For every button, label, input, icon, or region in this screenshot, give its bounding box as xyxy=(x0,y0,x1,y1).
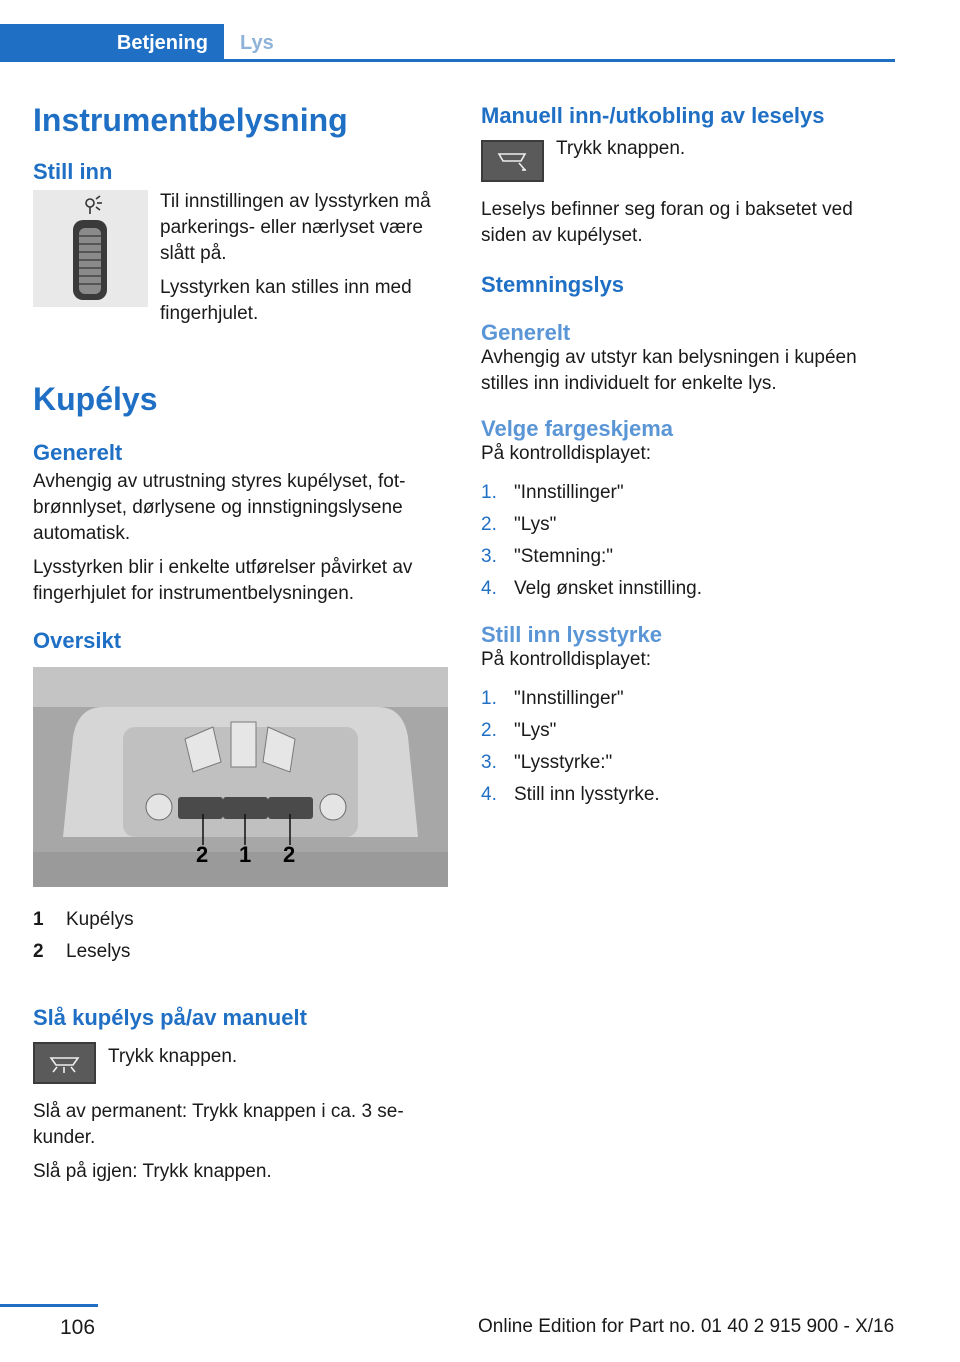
heading-sla-kupelys-manuelt: Slå kupélys på/av manuelt xyxy=(33,1005,307,1030)
chapter-tabbar xyxy=(0,24,895,62)
manuelt-paragraph-1: Slå av permanent: Trykk knappen i ca. 3 sekunder. xyxy=(33,1101,404,1148)
legend-item xyxy=(33,904,451,936)
step-number: 4. xyxy=(481,784,497,805)
generelt-paragraph-2: Lysstyrken blir i enkelte utførelser påvirket av fingerhjulet for instrumentbelysningen. xyxy=(33,557,413,604)
heading-generelt-stemning: Generelt xyxy=(481,320,571,345)
step-number: 3. xyxy=(481,546,497,567)
heading-velge-fargeskjema: Velge fargeskjema xyxy=(481,416,674,441)
reading-light-button-image xyxy=(481,140,544,187)
heading-stemningslys: Stemningslys xyxy=(481,272,625,297)
thumbwheel-image xyxy=(33,190,148,312)
overhead-console-figure xyxy=(33,667,451,892)
heading-still-inn-lysstyrke: Still inn lysstyrke xyxy=(481,622,662,647)
legend-label: Leselys xyxy=(66,941,131,962)
left-column xyxy=(33,96,451,1193)
list-item xyxy=(481,747,901,779)
step-text: "Innstillinger" xyxy=(514,688,624,709)
step-number: 1. xyxy=(481,482,497,503)
step-number: 4. xyxy=(481,578,497,599)
lysstyrke-intro: På kontrolldisplayet: xyxy=(481,649,652,670)
fargeskjema-intro: På kontrolldisplayet: xyxy=(481,443,652,464)
interior-light-button-image xyxy=(33,1042,96,1089)
page-number: 106 xyxy=(60,1316,96,1339)
step-text: "Lys" xyxy=(514,720,557,741)
heading-oversikt: Oversikt xyxy=(33,628,122,653)
step-text: "Stemning:" xyxy=(514,546,614,567)
generelt-paragraph-1: Avhengig av utrustning styres kupélyset, fotbrønnlyset, dørlysene og innstigningslysene automatisk. xyxy=(33,471,406,544)
list-item xyxy=(481,509,901,541)
step-text: "Lys" xyxy=(514,514,557,535)
list-item xyxy=(481,715,901,747)
tabbar-rule xyxy=(0,59,895,62)
still-inn-paragraph-2: Lysstyrken kan stilles inn med fingerhjulet. xyxy=(160,277,412,324)
step-text: "Lysstyrke:" xyxy=(514,752,613,773)
step-number: 3. xyxy=(481,752,497,773)
manuelt-caption: Trykk knappen. xyxy=(108,1046,238,1067)
tab-betjening: Betjening xyxy=(0,24,224,62)
list-item xyxy=(481,779,901,811)
list-item xyxy=(481,683,901,715)
fargeskjema-steps xyxy=(481,477,901,605)
edition-footer: Online Edition for Part no. 01 40 2 915 900 - X/16 xyxy=(478,1316,895,1337)
callout-reading-light-left: 2 xyxy=(196,842,209,867)
interior-button-figure-row xyxy=(33,1042,451,1089)
legend-number: 2 xyxy=(33,941,44,962)
step-number: 2. xyxy=(481,514,497,535)
step-text: Velg ønsket innstilling. xyxy=(514,578,702,599)
step-text: "Innstillinger" xyxy=(514,482,624,503)
stemning-generelt-paragraph: Avhengig av utstyr kan belysningen i kupéen stilles inn individuelt for enkelte lys. xyxy=(481,347,857,394)
section-title-kupelys: Kupélys xyxy=(33,381,158,417)
legend-number: 1 xyxy=(33,909,44,930)
lysstyrke-steps xyxy=(481,683,901,811)
heading-leselys: Manuell inn-/utkobling av leselys xyxy=(481,103,825,128)
list-item xyxy=(481,541,901,573)
list-item xyxy=(481,573,901,605)
callout-interior-light: 1 xyxy=(239,842,252,867)
leselys-caption: Trykk knappen. xyxy=(556,138,686,159)
section-title-instrumentbelysning: Instrumentbelysning xyxy=(33,102,348,138)
manuelt-paragraph-2: Slå på igjen: Trykk knappen. xyxy=(33,1161,272,1182)
right-column xyxy=(481,96,901,819)
figure-legend xyxy=(33,904,451,968)
thumbwheel-figure-row xyxy=(33,190,451,335)
reading-button-figure-row xyxy=(481,140,901,187)
heading-still-inn: Still inn xyxy=(33,159,113,184)
still-inn-paragraph-1: Til innstillingen av lysstyrken må parkerings- eller nærlyset være slått på. xyxy=(160,191,431,264)
leselys-paragraph: Leselys befinner seg foran og i baksetet ved siden av kupélyset. xyxy=(481,199,853,246)
legend-label: Kupélys xyxy=(66,909,134,930)
heading-generelt: Generelt xyxy=(33,440,123,465)
step-text: Still inn lysstyrke. xyxy=(514,784,660,805)
footer-rule xyxy=(0,1304,98,1307)
legend-item xyxy=(33,936,451,968)
callout-reading-light-right: 2 xyxy=(283,842,296,867)
step-number: 2. xyxy=(481,720,497,741)
tab-lys: Lys xyxy=(240,31,274,54)
list-item xyxy=(481,477,901,509)
step-number: 1. xyxy=(481,688,497,709)
